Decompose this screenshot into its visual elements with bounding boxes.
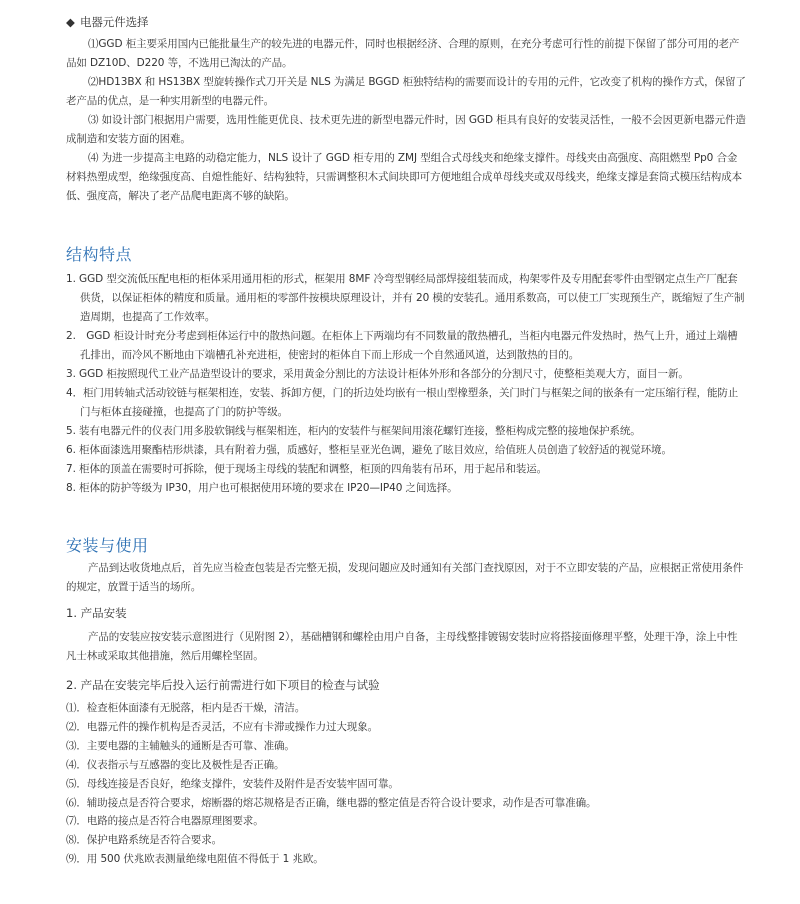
- check-item-8: ⑻．保护电路系统是否符合要求。: [66, 834, 222, 847]
- components-paragraph-1: ⑴GGD 柜主要采用国内已能批量生产的较先进的电器元件，同时也根据经济、合理的原则，在充分考虑可行性的前提下保留了部分可用的老产品如 DZ10D、D220 等，不选用已淘汰的产品。: [66, 38, 740, 69]
- check-item-6: ⑹．辅助接点是否符合要求，熔断器的熔芯规格是否正确，继电器的整定值是否符合设计要求，动作是否可靠准确。: [66, 796, 597, 809]
- install-subsection-1-text: 产品的安装应按安装示意图进行（见附图 2），基础槽钢和螺栓由用户自备，主母线整排镀锡安装时应将搭接面修理平整，处理干净，涂上中性凡士林或采取其他措施，然后用螺栓坚固。: [66, 631, 738, 662]
- install-subsection-1-title: 1. 产品安装: [66, 606, 127, 620]
- components-section: [66, 13, 746, 206]
- structure-item-6: 6. 柜体面漆选用聚酯桔形烘漆，具有附着力强，质感好，整柜呈亚光色调，避免了眩目效应，给值班人员创造了较舒适的视觉环境。: [66, 444, 672, 456]
- install-section-title: 安装与使用: [66, 536, 149, 555]
- check-item-1: ⑴．检查柜体面漆有无脱落，柜内是否干燥，清洁。: [66, 702, 306, 714]
- check-item-9: ⑼．用 500 伏兆欧表测量绝缘电阻值不得低于 1 兆欧。: [66, 853, 324, 866]
- install-subsection-2-title: 2. 产品在安装完毕后投入运行前需进行如下项目的检查与试验: [66, 678, 380, 692]
- install-subsection-1: [66, 628, 746, 666]
- check-item-3: ⑶．主要电器的主辅触头的通断是否可靠、准确。: [66, 739, 295, 752]
- install-intro-text: 产品到达收货地点后，首先应当检查包装是否完整无损，发现问题应及时通知有关部门查找原因，对于不立即安装的产品，应根据正常使用条件的规定，放置于适当的场所。: [66, 562, 744, 593]
- components-heading: [66, 13, 746, 32]
- structure-item-4: 4．柜门用转轴式活动铰链与框架相连，安装、拆卸方便，门的折边处均嵌有一根山型橡塑条，关门时门与框架之间的嵌条有一定压缩行程，能防止门与柜体直接碰撞，也提高了门的防护等级。: [66, 387, 739, 418]
- structure-item-5: 5. 装有电器元件的仪表门用多股软铜线与框架相连，柜内的安装件与框架间用滚花螺钉连接，整柜构成完整的接地保护系统。: [66, 425, 641, 437]
- install-intro: [66, 559, 746, 597]
- structure-item-1: 1. GGD 型交流低压配电柜的柜体采用通用柜的形式，框架用 8MF 冷弯型钢经局部焊接组装而成，构架零件及专用配套零件由型钢定点生产厂配套供货，以保证柜体的精度和质量。通用柜的零部件按模块原理设计，并有 20 模的安装孔。通用系数高，可以使工厂实现预生产，既缩短了生产制造周期，也提高了工作效率。: [66, 273, 745, 323]
- check-item-2: ⑵．电器元件的操作机构是否灵活，不应有卡滞或操作力过大现象。: [66, 720, 378, 733]
- structure-item-2: 2. GGD 柜设计时充分考虑到柜体运行中的散热问题。在柜体上下两端均有不同数量的散热槽孔，当柜内电器元件发热时，热气上升，通过上端槽孔排出，而冷风不断地由下端槽孔补充进柜，使密封的柜体自下而上形成一个自然通风道，达到散热的目的。: [66, 330, 738, 361]
- components-title: 电器元件选择: [80, 15, 149, 29]
- checks-list: [66, 699, 746, 869]
- structure-section-title: 结构特点: [66, 245, 133, 264]
- structure-item-7: 7. 柜体的顶盖在需要时可拆除，便于现场主母线的装配和调整，柜顶的四角装有吊环，用于起吊和装运。: [66, 463, 548, 475]
- structure-list: [66, 270, 746, 498]
- structure-item-8: 8. 柜体的防护等级为 IP30，用户也可根据使用环境的要求在 IP20—IP40 之间选择。: [66, 482, 458, 494]
- check-item-7: ⑺．电路的接点是否符合电器原理图要求。: [66, 815, 264, 828]
- check-item-5: ⑸．母线连接是否良好，绝缘支撑件，安装件及附件是否安装牢固可靠。: [66, 777, 399, 790]
- structure-item-3: 3. GGD 柜按照现代工业产品造型设计的要求，采用黄金分割比的方法设计柜体外形和各部分的分割尺寸，使整柜美观大方，面目一新。: [66, 368, 689, 380]
- components-paragraph-4: ⑷ 为进一步提高主电路的动稳定能力，NLS 设计了 GGD 柜专用的 ZMJ 型组合式母线夹和绝缘支撑件。母线夹由高强度、高阻燃型 Pp0 合金材料热塑成型，绝缘强度高、自熄性能好、结构独特，只需调整积木式间块即可方便地组合成单母线夹或双母线夹，绝缘支撑是套筒式模压结构成本低、强度高，解决了老产品爬电距离不够的缺陷。: [66, 152, 742, 202]
- check-item-4: ⑷．仪表指示与互感器的变比及极性是否正确。: [66, 758, 285, 771]
- components-paragraph-3: ⑶ 如设计部门根据用户需要，选用性能更优良、技术更先进的新型电器元件时，因 GGD 柜具有良好的安装灵活性，一般不会因更新电器元件造成制造和安装方面的困难。: [66, 114, 746, 145]
- diamond-bullet-icon: ◆: [66, 15, 75, 29]
- components-paragraph-2: ⑵HD13BX 和 HS13BX 型旋转操作式刀开关是 NLS 为满足 BGGD 柜独特结构的需要而设计的专用的元件，它改变了机构的操作方式，保留了老产品的优点，是一种实用新型的电器元件。: [66, 76, 746, 107]
